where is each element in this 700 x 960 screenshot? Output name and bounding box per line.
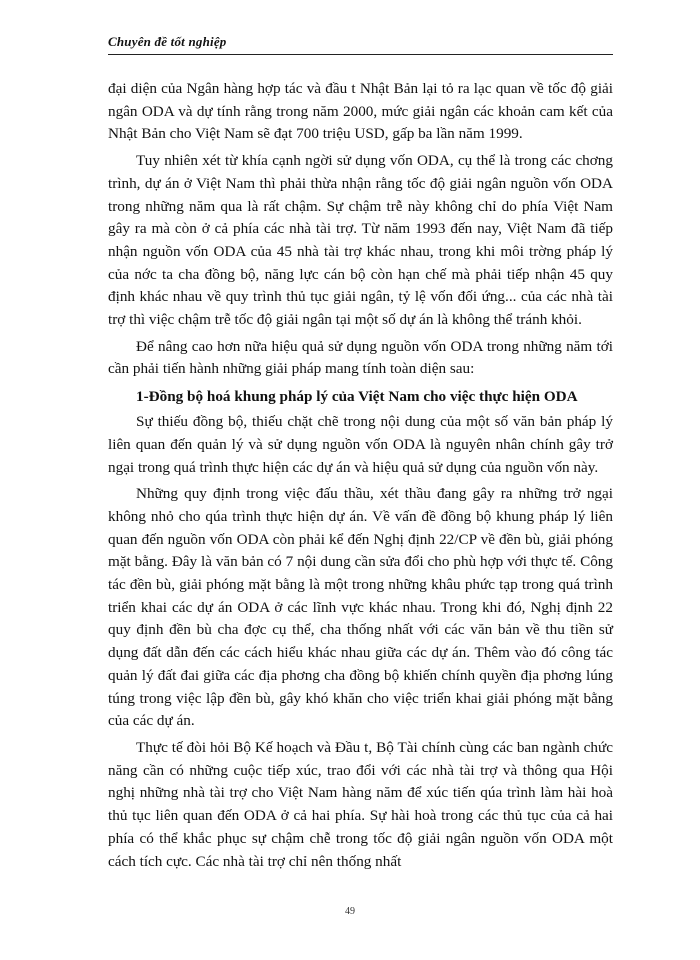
section-heading: 1-Đồng bộ hoá khung pháp lý của Việt Nam cho việc thực hiện ODA <box>136 388 578 406</box>
paragraph-5: Những quy định trong việc đấu thầu, xét thầu đang gây ra những trở ngại không nhỏ cho qúa trình thực hiện dự án. Về vấn đề đồng bộ khung pháp lý liên quan đến nguồn vốn ODA còn phải kể đến Nghị định 22/CP về đền bù, giải phóng mặt bằng. Đây là văn bản có 7 nội dung cần sửa đổi cho phù hợp với thực tế. Công tác đền bù, giải phóng mặt bằng là một trong những khâu phức tạp trong quá trình triển khai các dự án ODA ở các lĩnh vực khác nhau. Trong khi đó, Nghị định 22 quy định đền bù cha đợc cụ thể, cha thống nhất với các văn bản về thu tiền sử dụng đất dẫn đến các cách hiểu khác nhau giữa các dự án. Thêm vào đó công tác quản lý đất đai giữa các địa phơng cha đồng bộ khiến chính quyền địa phơng lúng túng trong việc lập đền bù, gây khó khăn cho việc triển khai giải phóng mặt bằng của các dự án. <box>108 485 613 730</box>
page-number: 49 <box>345 906 355 917</box>
paragraph-6: Thực tế đòi hỏi Bộ Kế hoạch và Đầu t, Bộ Tài chính cùng các ban ngành chức năng cần có những cuộc tiếp xúc, trao đổi với các nhà tài trợ và thông qua Hội nghị những nhà tài trợ cho Việt Nam hàng năm để xúc tiến qúa trình làm hài hoà thủ tục liên quan đến ODA ở cả hai phía. Sự hài hoà trong các thủ tục của cả hai phía có thể khắc phục sự chậm chễ trong tốc độ giải ngân nguồn vốn ODA một cách tích cực. Các nhà tài trợ chỉ nên thống nhất <box>108 738 613 870</box>
header-title: Chuyên đề tốt nghiệp <box>108 34 227 49</box>
document-body <box>108 78 613 877</box>
paragraph-2: Tuy nhiên xét từ khía cạnh ngời sử dụng vốn ODA, cụ thể là trong các chơng trình, dự án ở Việt Nam thì phải thừa nhận rằng tốc độ giải ngân nguồn vốn ODA trong những năm qua là rất chậm. Sự chậm trễ này không chỉ do phía Việt Nam gây ra mà còn ở cả phía các nhà tài trợ. Từ năm 1993 đến nay, Việt Nam đã tiếp nhận nguồn vốn ODA của 45 nhà tài trợ khác nhau, trong khi môi trờng pháp lý của nớc ta cha đồng bộ, năng lực cán bộ còn hạn chế mà phải tiếp nhận 45 quy định khác nhau về quy trình thủ tục giải ngân, tỷ lệ vốn đối ứng... của các nhà tài trợ thì việc chậm trễ tốc độ giải ngân tại một số dự án là không thể tránh khỏi. <box>108 152 613 329</box>
paragraph-1: đại diện của Ngân hàng hợp tác và đầu t Nhật Bản lại tỏ ra lạc quan về tốc độ giải ngân ODA và dự tính rằng trong năm 2000, mức giải ngân các khoản cam kết của Nhật Bản cho Việt Nam sẽ đạt 700 triệu USD, gấp ba lần năm 1999. <box>108 80 613 143</box>
header-rule <box>108 54 613 55</box>
paragraph-3: Để nâng cao hơn nữa hiệu quả sử dụng nguồn vốn ODA trong những năm tới cần phải tiến hành những giải pháp mang tính toàn diện sau: <box>108 337 613 378</box>
paragraph-4: Sự thiếu đồng bộ, thiếu chặt chẽ trong nội dung của một số văn bản pháp lý liên quan đến quản lý và sử dụng nguồn vốn ODA là nguyên nhân chính gây trở ngại trong quá trình thực hiện các dự án và hiệu quả sử dụng của nguồn vốn này. <box>108 413 613 476</box>
page-header <box>108 34 613 56</box>
